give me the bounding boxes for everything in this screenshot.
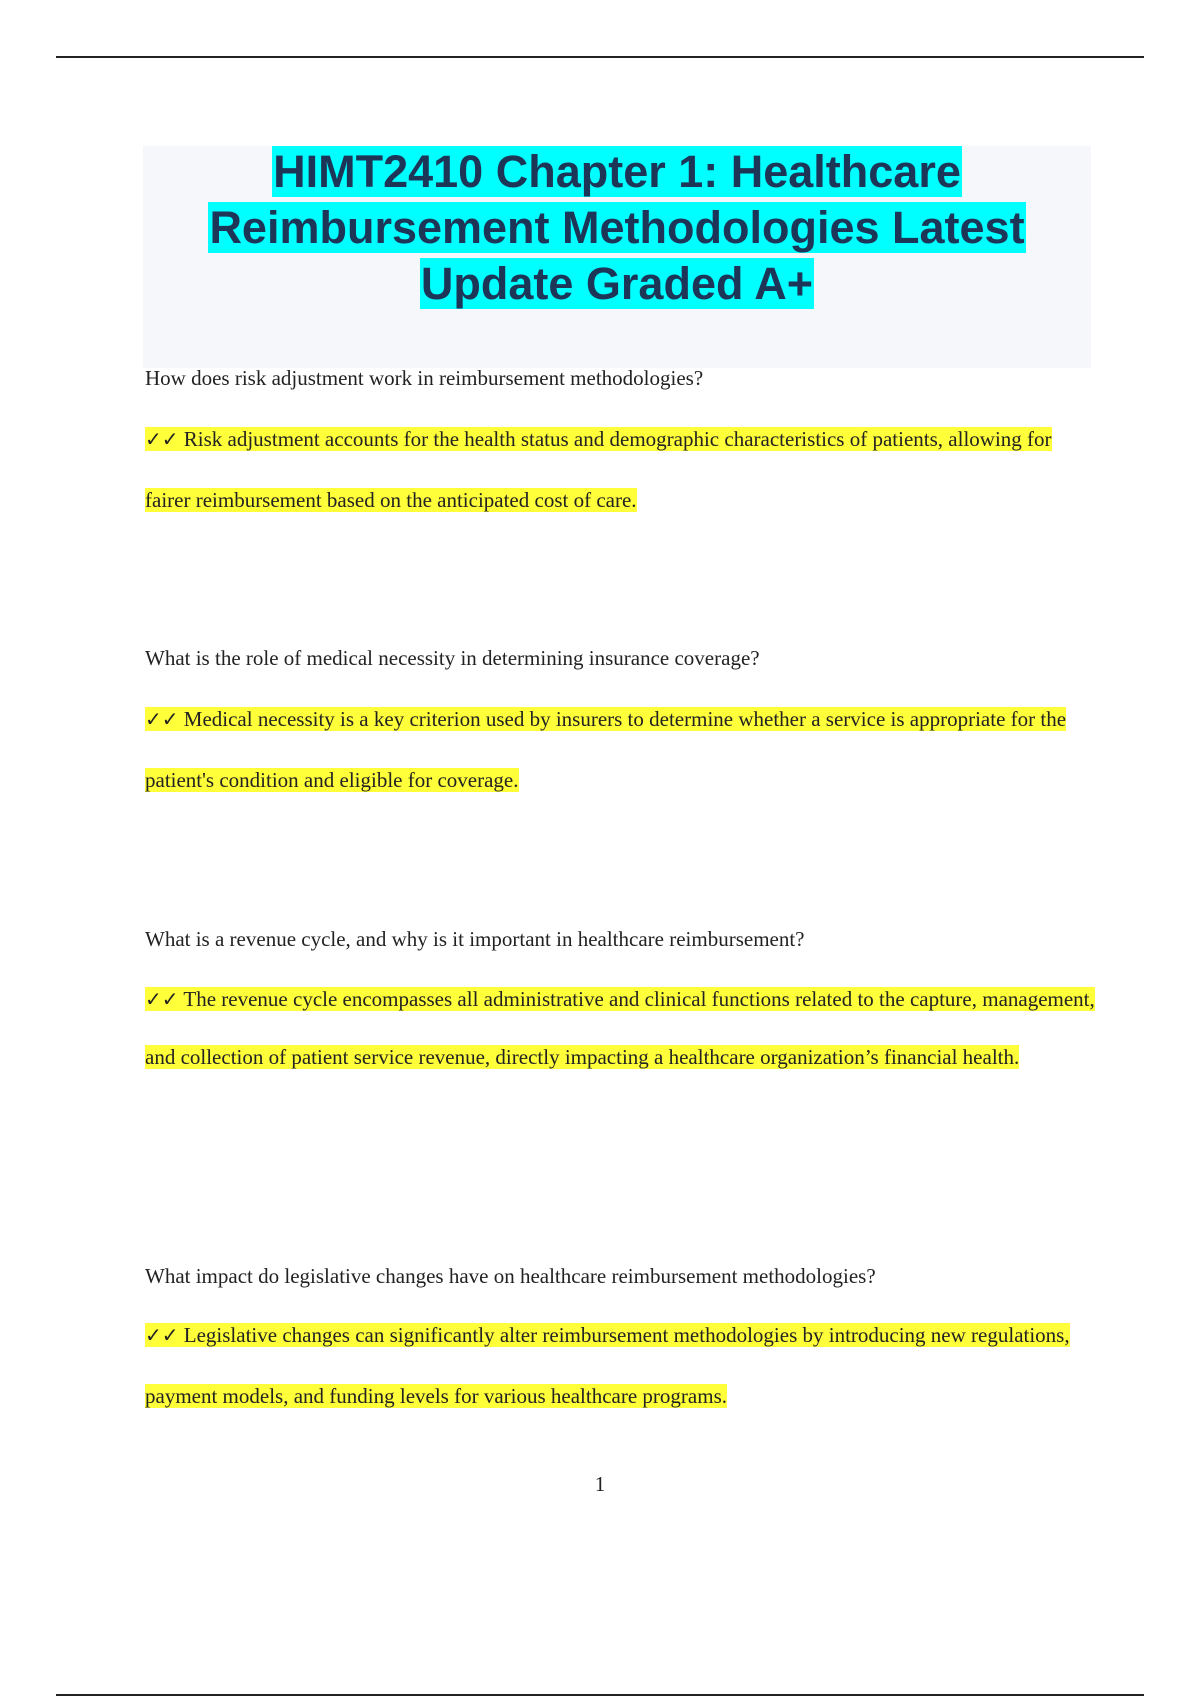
double-check-icon: ✓✓ <box>145 427 179 451</box>
question-text: What is the role of medical necessity in determining insurance coverage? <box>145 646 760 670</box>
question-text: What impact do legislative changes have on healthcare reimbursement methodologies? <box>145 1264 876 1288</box>
title-line: HIMT2410 Chapter 1: Healthcare <box>273 146 961 197</box>
double-check-icon: ✓✓ <box>145 707 179 731</box>
answer-text <box>145 1305 1095 1427</box>
title-line: Update Graded A+ <box>420 258 814 309</box>
answer-text <box>145 409 1095 531</box>
answer-highlight: ✓✓ Medical necessity is a key criterion used by insurers to determine whether a service is appropriate for the patient's condition and eligible for coverage. <box>145 707 1067 792</box>
qa-item <box>145 646 1095 811</box>
answer-highlight: ✓✓ Risk adjustment accounts for the health status and demographic characteristics of patients, allowing for fairer reimbursement based on the anticipated cost of care. <box>145 427 1052 512</box>
answer-text <box>145 970 1095 1086</box>
document-title <box>143 144 1091 312</box>
double-check-icon: ✓✓ <box>145 987 179 1011</box>
question-text: How does risk adjustment work in reimbursement methodologies? <box>145 366 704 390</box>
page-number: 1 <box>594 1472 606 1496</box>
answer-highlight: ✓✓ The revenue cycle encompasses all administrative and clinical functions related to the capture, management, and collection of patient service revenue, directly impacting a healthcare organization’s financial health. <box>145 987 1095 1069</box>
qa-item <box>145 927 1095 1086</box>
answer-text <box>145 689 1095 811</box>
top-rule <box>56 56 1144 58</box>
answer-highlight: ✓✓ Legislative changes can significantly alter reimbursement methodologies by introducing new regulations, payment models, and funding levels for various healthcare programs. <box>145 1323 1070 1408</box>
bottom-rule <box>56 1694 1144 1696</box>
qa-item <box>145 1264 1095 1427</box>
question-text: What is a revenue cycle, and why is it important in healthcare reimbursement? <box>145 927 805 951</box>
qa-item <box>145 366 1095 531</box>
title-line: Reimbursement Methodologies Latest <box>209 202 1025 253</box>
double-check-icon: ✓✓ <box>145 1323 179 1347</box>
